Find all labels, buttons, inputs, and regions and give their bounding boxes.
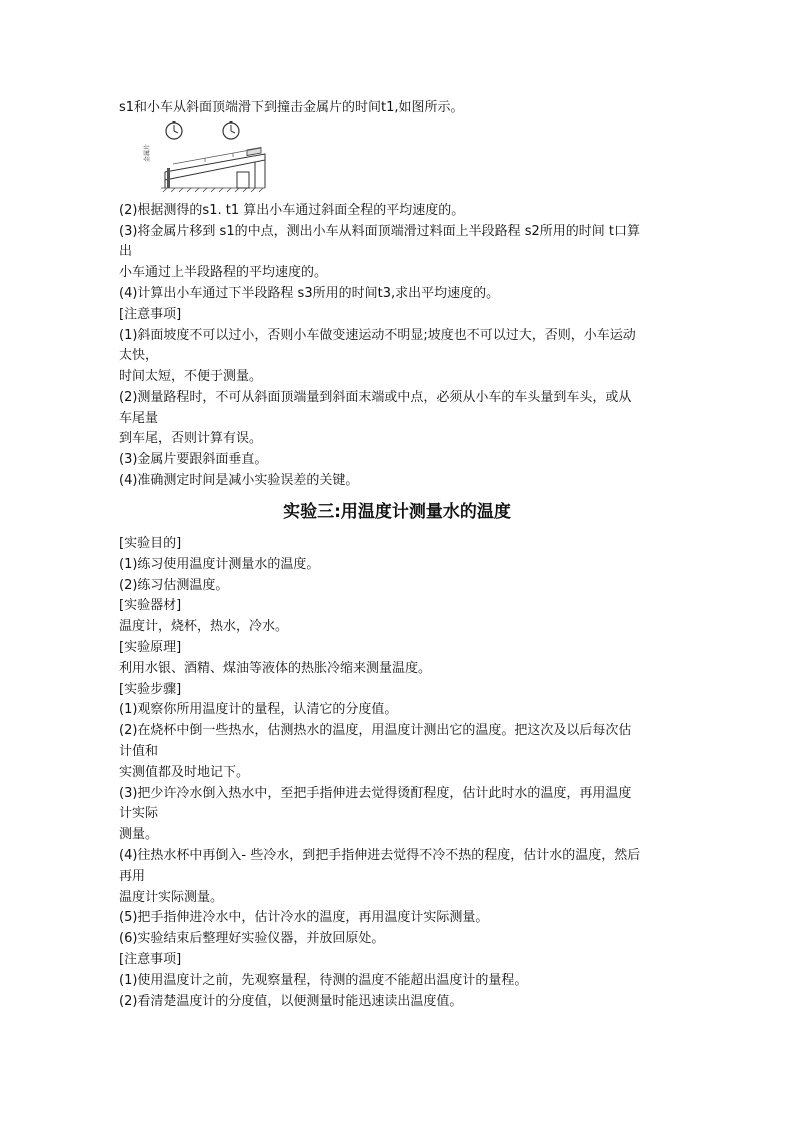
text-line: 测量。 — [119, 827, 159, 842]
text-line: 计值和 — [119, 744, 159, 759]
text-line: 时间太短，不便于测量。 — [119, 369, 263, 384]
text-line: 出 — [119, 244, 133, 259]
ground-hatch — [161, 188, 265, 192]
text-line: s1和小车从斜面顶端滑下到撞击金属片的时间t1,如图所示。 — [119, 100, 464, 115]
metal-plate — [167, 168, 170, 188]
text-line: [实验步骤] — [119, 682, 182, 697]
text-line: (3)金属片要跟斜面垂直。 — [119, 452, 268, 467]
text-line: 小车通过上半段路程的平均速度的。 — [119, 265, 328, 280]
text-line: 计实际 — [119, 806, 159, 821]
text-line: (2)练习估测温度。 — [119, 578, 229, 593]
text-line: 再用 — [119, 869, 146, 884]
text-line: (3)将金属片移到 s1的中点，测出小车从料面顶端滑过料面上半段路程 s2所用的时间 t口算 — [119, 224, 640, 239]
text-line: 温度计，烧杯，热水，冷水。 — [119, 619, 289, 634]
text-line: 到车尾，否则计算有误。 — [119, 431, 263, 446]
stopwatch-icon — [223, 121, 239, 139]
text-line: 太快， — [119, 348, 159, 363]
inclined-plane — [165, 154, 265, 188]
text-line: [注意事项] — [119, 307, 182, 322]
text-line: (2)根据测得的s1. t1 算出小车通过斜面全程的平均速度的。 — [119, 203, 465, 218]
text-line: 温度计实际测量。 — [119, 890, 224, 905]
text-line: (2)在烧杯中倒一些热水，估测热水的温度，用温度计测出它的温度。把这次及以后每次估 — [119, 723, 632, 738]
stopwatch-icon — [166, 121, 182, 139]
text-line: (2)看清楚温度计的分度值，以便测量时能迅速读出温度值。 — [119, 994, 463, 1009]
text-line: (4)准确测定时间是减小实验误差的关键。 — [119, 473, 359, 488]
text-line: (2)测量路程时，不可从斜面顶端量到斜面末端或中点，必须从小车的车头量到车头，或从 — [119, 390, 632, 405]
text-line: (4)往热水杯中再倒入- 些冷水，到把手指伸进去觉得不冷不热的程度，估计水的温度，然后 — [119, 848, 641, 863]
support-block — [237, 172, 249, 188]
text-line: (1)使用温度计之前，先观察量程，待测的温度不能超出温度计的量程。 — [119, 973, 528, 988]
section-title: 实验三:用温度计测量水的温度 — [283, 502, 511, 522]
text-line: (1)斜面坡度不可以过小，否则小车做变速运动不明显;坡度也不可以过大，否则，小车运动 — [119, 328, 636, 343]
text-line: [实验目的] — [119, 536, 182, 551]
text-line: (1)观察你所用温度计的量程，认清它的分度值。 — [119, 702, 398, 717]
text-line: [实验器材] — [119, 598, 182, 613]
text-line: [实验原理] — [119, 640, 182, 655]
text-line: 利用水银、酒精、煤油等液体的热胀冷缩来测量温度。 — [119, 661, 432, 676]
text-line: 车尾量 — [119, 411, 159, 426]
incline-cart-svg — [143, 118, 273, 194]
distance-markers — [173, 148, 261, 164]
text-line: [注意事项] — [119, 952, 182, 967]
text-line: 实测值都及时地记下。 — [119, 765, 250, 780]
text-line: (3)把少许冷水倒入热水中，至把手指伸进去觉得烫酊程度，估计此时水的温度，再用温度 — [119, 786, 632, 801]
incline-cart-diagram — [143, 118, 273, 194]
text-line: (5)把手指伸进冷水中，估计冷水的温度，再用温度计实际测量。 — [119, 910, 489, 925]
text-line: (4)计算出小车通过下半段路程 s3所用的时间t3,求出平均速度的。 — [119, 286, 500, 301]
text-line: (6)实验结束后整理好实验仪器，并放回原处。 — [119, 931, 385, 946]
text-line: (1)练习使用温度计测量水的温度。 — [119, 557, 320, 572]
figure-label: 金属片 — [144, 143, 151, 162]
